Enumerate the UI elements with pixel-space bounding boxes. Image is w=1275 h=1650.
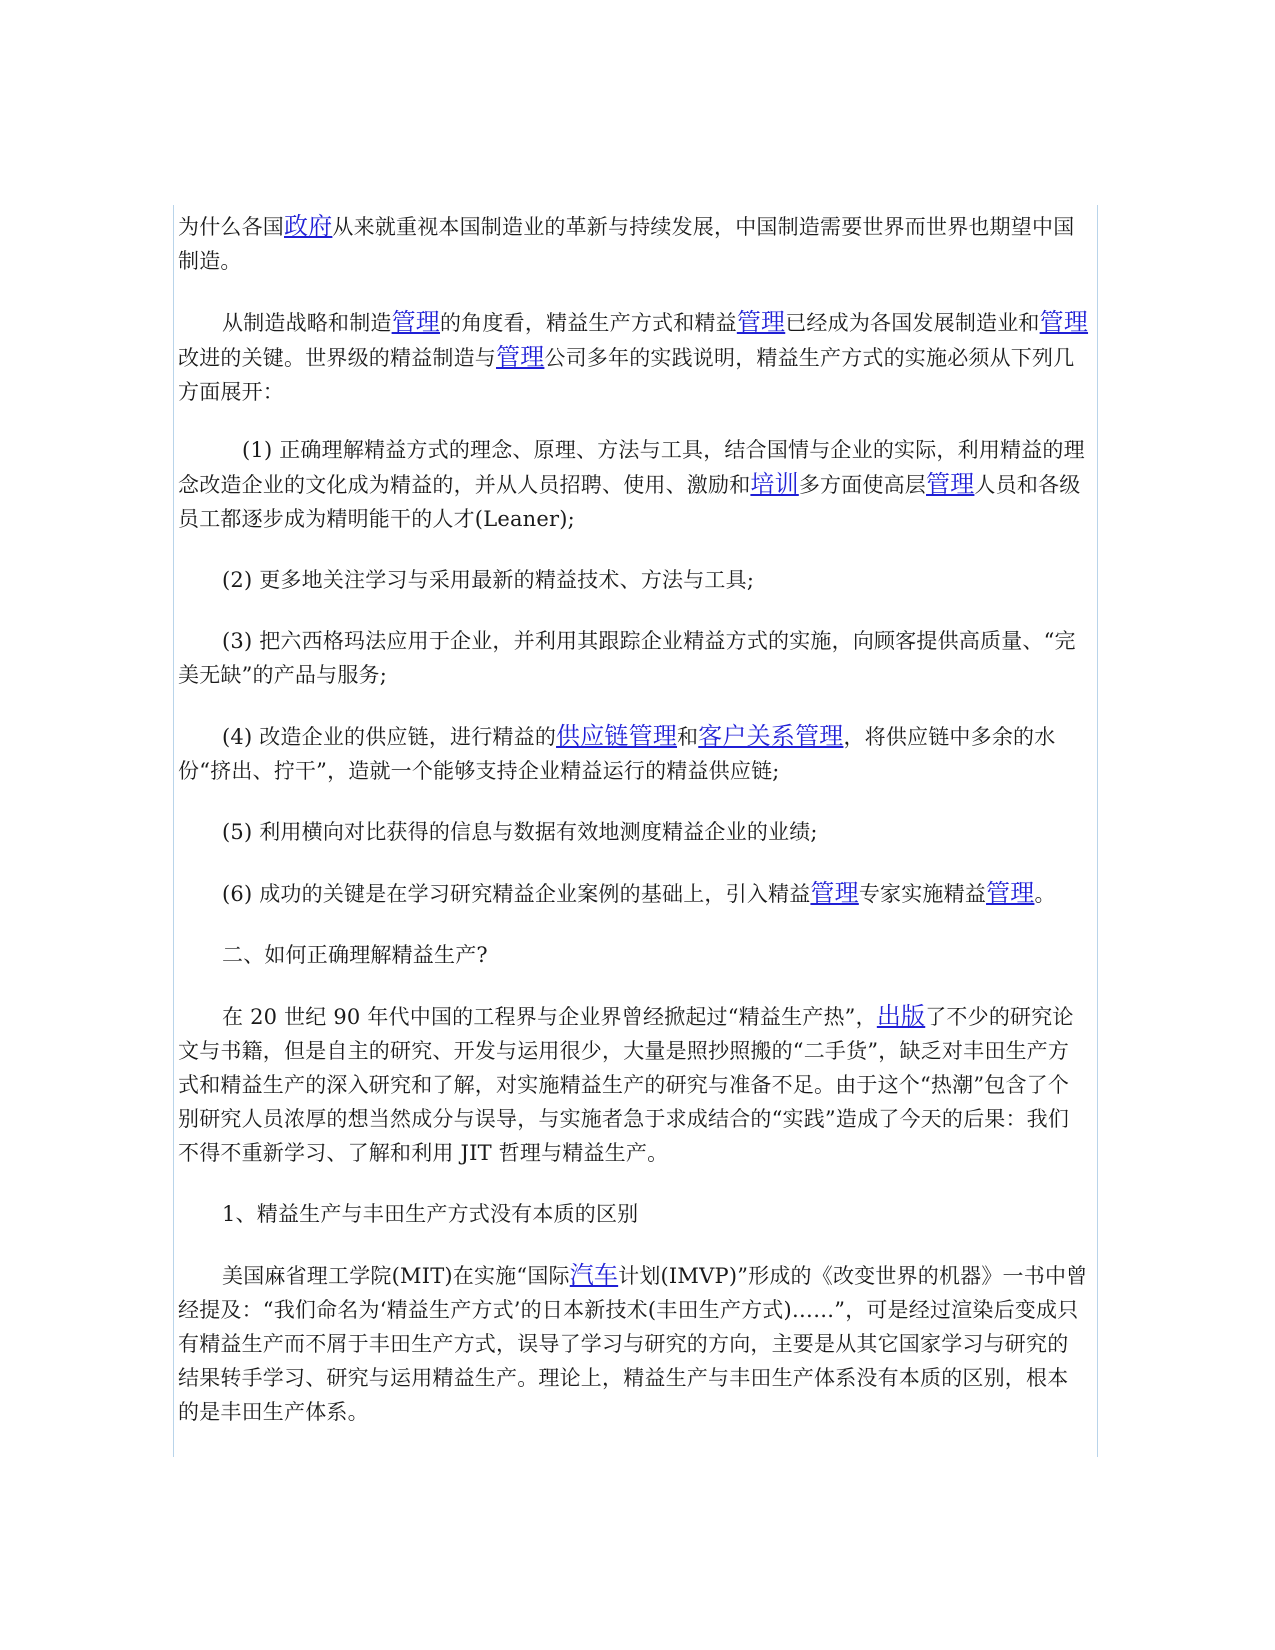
text-run: 的角度看，精益生产方式和精益 <box>440 311 737 335</box>
text-run: (1) 正确理解精益方式的理念、原理、方法与工具，结合国情与企业的实际，利用精益的理念改造企业的文化成为精益的，并从人员招聘、使用、激励和 <box>178 438 1085 497</box>
hyperlink[interactable]: 培训 <box>750 470 799 498</box>
hyperlink[interactable]: 管理 <box>810 879 859 907</box>
text-run: (4) 改造企业的供应链，进行精益的 <box>222 725 557 749</box>
paragraph <box>178 209 1089 278</box>
hyperlink[interactable]: 管理 <box>1039 308 1089 336</box>
hyperlink[interactable]: 管理 <box>926 470 975 498</box>
paragraph <box>178 433 1089 536</box>
hyperlink[interactable]: 政府 <box>284 212 333 240</box>
paragraph <box>178 876 1089 911</box>
text-run: (3) 把六西格玛法应用于企业，并利用其跟踪企业精益方式的实施，向顾客提供高质量、“完美无缺”的产品与服务; <box>178 629 1076 687</box>
hyperlink[interactable]: 管理 <box>986 879 1035 907</box>
text-run: 人员和各级员工都逐步成为精明能干的人才(Leaner); <box>178 473 1081 531</box>
hyperlink[interactable]: 管理 <box>736 308 786 336</box>
paragraph <box>178 999 1089 1170</box>
text-run: 。 <box>1034 882 1056 906</box>
text-run: 公司多年的实践说明，精益生产方式的实施必须从下列几方面展开： <box>178 346 1075 404</box>
text-run: 了不少的研究论文与书籍，但是自主的研究、开发与运用很少，大量是照抄照搬的“二手货”，缺乏对丰田生产方式和精益生产的深入研究和了解，对实施精益生产的研究与准备不足。由于这个“热潮”包含了个别研究人员浓厚的想当然成分与误导，与实施者急于求成结合的“实践”造成了今天的后果：我们不得不重新学习、了解和利用 JIT 哲理与精益生产。 <box>178 1005 1074 1165</box>
text-run: 为什么各国 <box>178 215 284 239</box>
text-run: 专家实施精益 <box>858 882 987 906</box>
text-run: 多方面使高层 <box>798 473 927 497</box>
text-run: 改进的关键。世界级的精益制造与 <box>178 346 496 370</box>
paragraph <box>178 624 1089 692</box>
paragraph <box>178 1258 1089 1429</box>
paragraph <box>178 815 1089 849</box>
article-body <box>173 205 1098 1457</box>
text-run: (5) 利用横向对比获得的信息与数据有效地测度精益企业的业绩; <box>222 820 818 844</box>
text-run: 从制造战略和制造 <box>222 311 392 335</box>
hyperlink[interactable]: 供应链管理 <box>556 722 678 750</box>
text-run: 从来就重视本国制造业的革新与持续发展，中国制造需要世界而世界也期望中国制造。 <box>178 215 1075 273</box>
text-run: 二、如何正确理解精益生产? <box>222 943 488 967</box>
hyperlink[interactable]: 管理 <box>496 343 545 371</box>
paragraph <box>178 719 1089 788</box>
text-run: (2) 更多地关注学习与采用最新的精益技术、方法与工具; <box>222 568 755 592</box>
text-run: 美国麻省理工学院(MIT)在实施“国际 <box>222 1264 570 1288</box>
text-run: ，将供应链中多余的水份“挤出、拧干”，造就一个能够支持企业精益运行的精益供应链; <box>178 725 1056 783</box>
text-run: 1、精益生产与丰田生产方式没有本质的区别 <box>222 1202 639 1226</box>
hyperlink[interactable]: 汽车 <box>569 1261 619 1289</box>
paragraph <box>178 938 1089 972</box>
paragraph <box>178 1197 1089 1231</box>
text-run: 在 20 世纪 90 年代中国的工程界与企业界曾经掀起过“精益生产热”， <box>222 1005 877 1029</box>
text-run: 和 <box>677 725 699 749</box>
hyperlink[interactable]: 出版 <box>876 1002 926 1030</box>
paragraph <box>178 305 1089 409</box>
text-run: (6) 成功的关键是在学习研究精益企业案例的基础上，引入精益 <box>222 882 811 906</box>
hyperlink[interactable]: 管理 <box>391 308 441 336</box>
hyperlink[interactable]: 客户关系管理 <box>698 722 844 750</box>
text-run: 已经成为各国发展制造业和 <box>785 311 1040 335</box>
paragraph <box>178 563 1089 597</box>
text-run: 计划(IMVP)”形成的《改变世界的机器》一书中曾经提及：“我们命名为‘精益生产方式’的日本新技术(丰田生产方式)……”，可是经过渲染后变成只有精益生产而不屑于丰田生产方式，误导了学习与研究的方向，主要是从其它国家学习与研究的结果转手学习、研究与运用精益生产。理论上，精益生产与丰田生产体系没有本质的区别，根本的是丰田生产体系。 <box>178 1264 1088 1424</box>
